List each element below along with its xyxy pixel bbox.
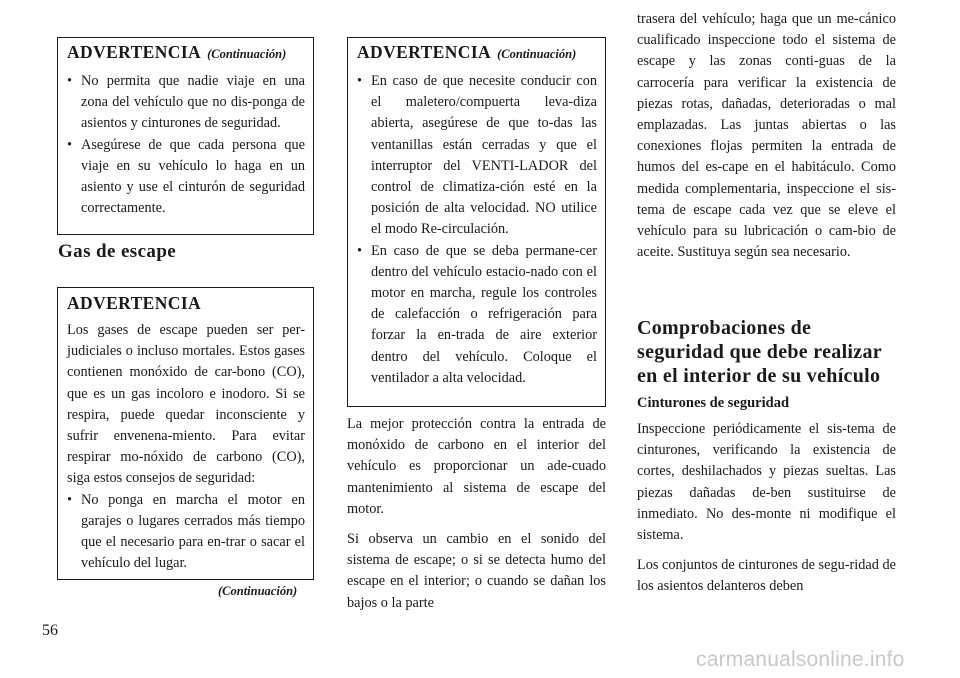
watermark: carmanualsonline.info: [696, 648, 905, 671]
continuation-footer: (Continuación): [218, 584, 298, 598]
warning-title: ADVERTENCIA (Continuación): [67, 42, 287, 62]
warning-box-exhaust: [57, 287, 314, 580]
warning-bullet-list: [357, 71, 597, 389]
body-paragraph: La mejor protección contra la entrada de monóxido de carbono en el interior del vehículo es proporcionar un ade-cuado mantenimiento al sistema de escape del motor.: [347, 416, 606, 517]
body-paragraph: Inspeccione periódicamente el sis-tema de cinturones, verificando la existencia de cortes, deshilachados y piezas sueltas. Las piezas dañadas de-ben sustituirse de inmediato. No des-monte ni modifique el sistema.: [637, 421, 896, 544]
warning-bullet: • En caso de que necesite conducir con el maletero/compuerta leva-diza abierta, asegúrese de que to-das las ventanillas están cerradas y que el interruptor del VENTI-LADOR del control de climatiza-ción esté en la posición de alta velocidad. NO utilice el modo Re-circulación.: [357, 73, 597, 238]
warning-title: ADVERTENCIA: [67, 293, 202, 313]
warning-bullet: • Asegúrese de que cada persona que viaje en su vehículo lo haga en un asiento y use el cinturón de seguridad correctamente.: [67, 136, 305, 217]
warning-bullet: • No permita que nadie viaje en una zona del vehículo que no dis-ponga de asientos y cinturones de seguridad.: [67, 73, 305, 132]
subheading-seat-belts: Cinturones de seguridad: [637, 395, 790, 411]
continuation-label: (Continuación): [207, 47, 287, 61]
warning-box-continued: [57, 37, 314, 235]
body-paragraph: Los conjuntos de cinturones de segu-ridad de los asientos delanteros deben: [637, 557, 896, 595]
section-heading-safety-checks: Comprobaciones de seguridad que debe realizar en el interior de su vehículo: [637, 317, 882, 387]
warning-bullet-list: [67, 71, 305, 219]
body-text: [637, 419, 896, 598]
warning-bullet-list: [67, 490, 305, 575]
warning-box-continued: [347, 37, 606, 407]
warning-bullet: • En caso de que se deba permane-cer dentro del vehículo estacio-nado con el motor en marcha, regule los controles de calefacción o refrigeración para forzar la en-trada de aire exterior dentro del vehículo. Coloque el ventilador a alta velocidad.: [357, 242, 597, 386]
section-heading-exhaust-gas: Gas de escape: [58, 241, 177, 262]
warning-paragraph: Los gases de escape pueden ser per-judiciales o incluso mortales. Estos gases contienen monóxido de car-bono (CO), que es un gas incoloro e inodoro. Si se respira, puede quedar inconsciente y sufrir envenena-miento. Para evitar respirar mo-nóxido de carbono (CO), siga estos consejos de seguridad:: [67, 322, 305, 487]
body-text: [347, 414, 606, 614]
body-text: [637, 9, 896, 263]
continuation-label: (Continuación): [497, 47, 577, 61]
warning-title: ADVERTENCIA (Continuación): [357, 42, 577, 62]
warning-bullet: • No ponga en marcha el motor en garajes o lugares cerrados más tiempo que el necesario para en-trar o sacar el vehículo del lugar.: [67, 491, 305, 572]
body-paragraph: trasera del vehículo; haga que un me-cánico cualificado inspeccione todo el sistema de escape y las zonas conti-guas de la carrocería para verificar la existencia de piezas rotas, dañadas, deterioradas o mal emplazadas. Las juntas abiertas o las conexiones flojas permiten la entrada de humos del es-cape en el habitáculo. Como medida complementaria, inspeccione el sis-tema de escape cada vez que se eleve el vehículo para su lubricación o cam-bio de aceite. Sustituya según sea necesario.: [637, 11, 896, 261]
body-paragraph: Si observa un cambio en el sonido del sistema de escape; o si se detecta humo del escape en el interior; o cuando se dañan los bajos o la parte: [347, 531, 606, 611]
page-number: 56: [42, 622, 58, 639]
